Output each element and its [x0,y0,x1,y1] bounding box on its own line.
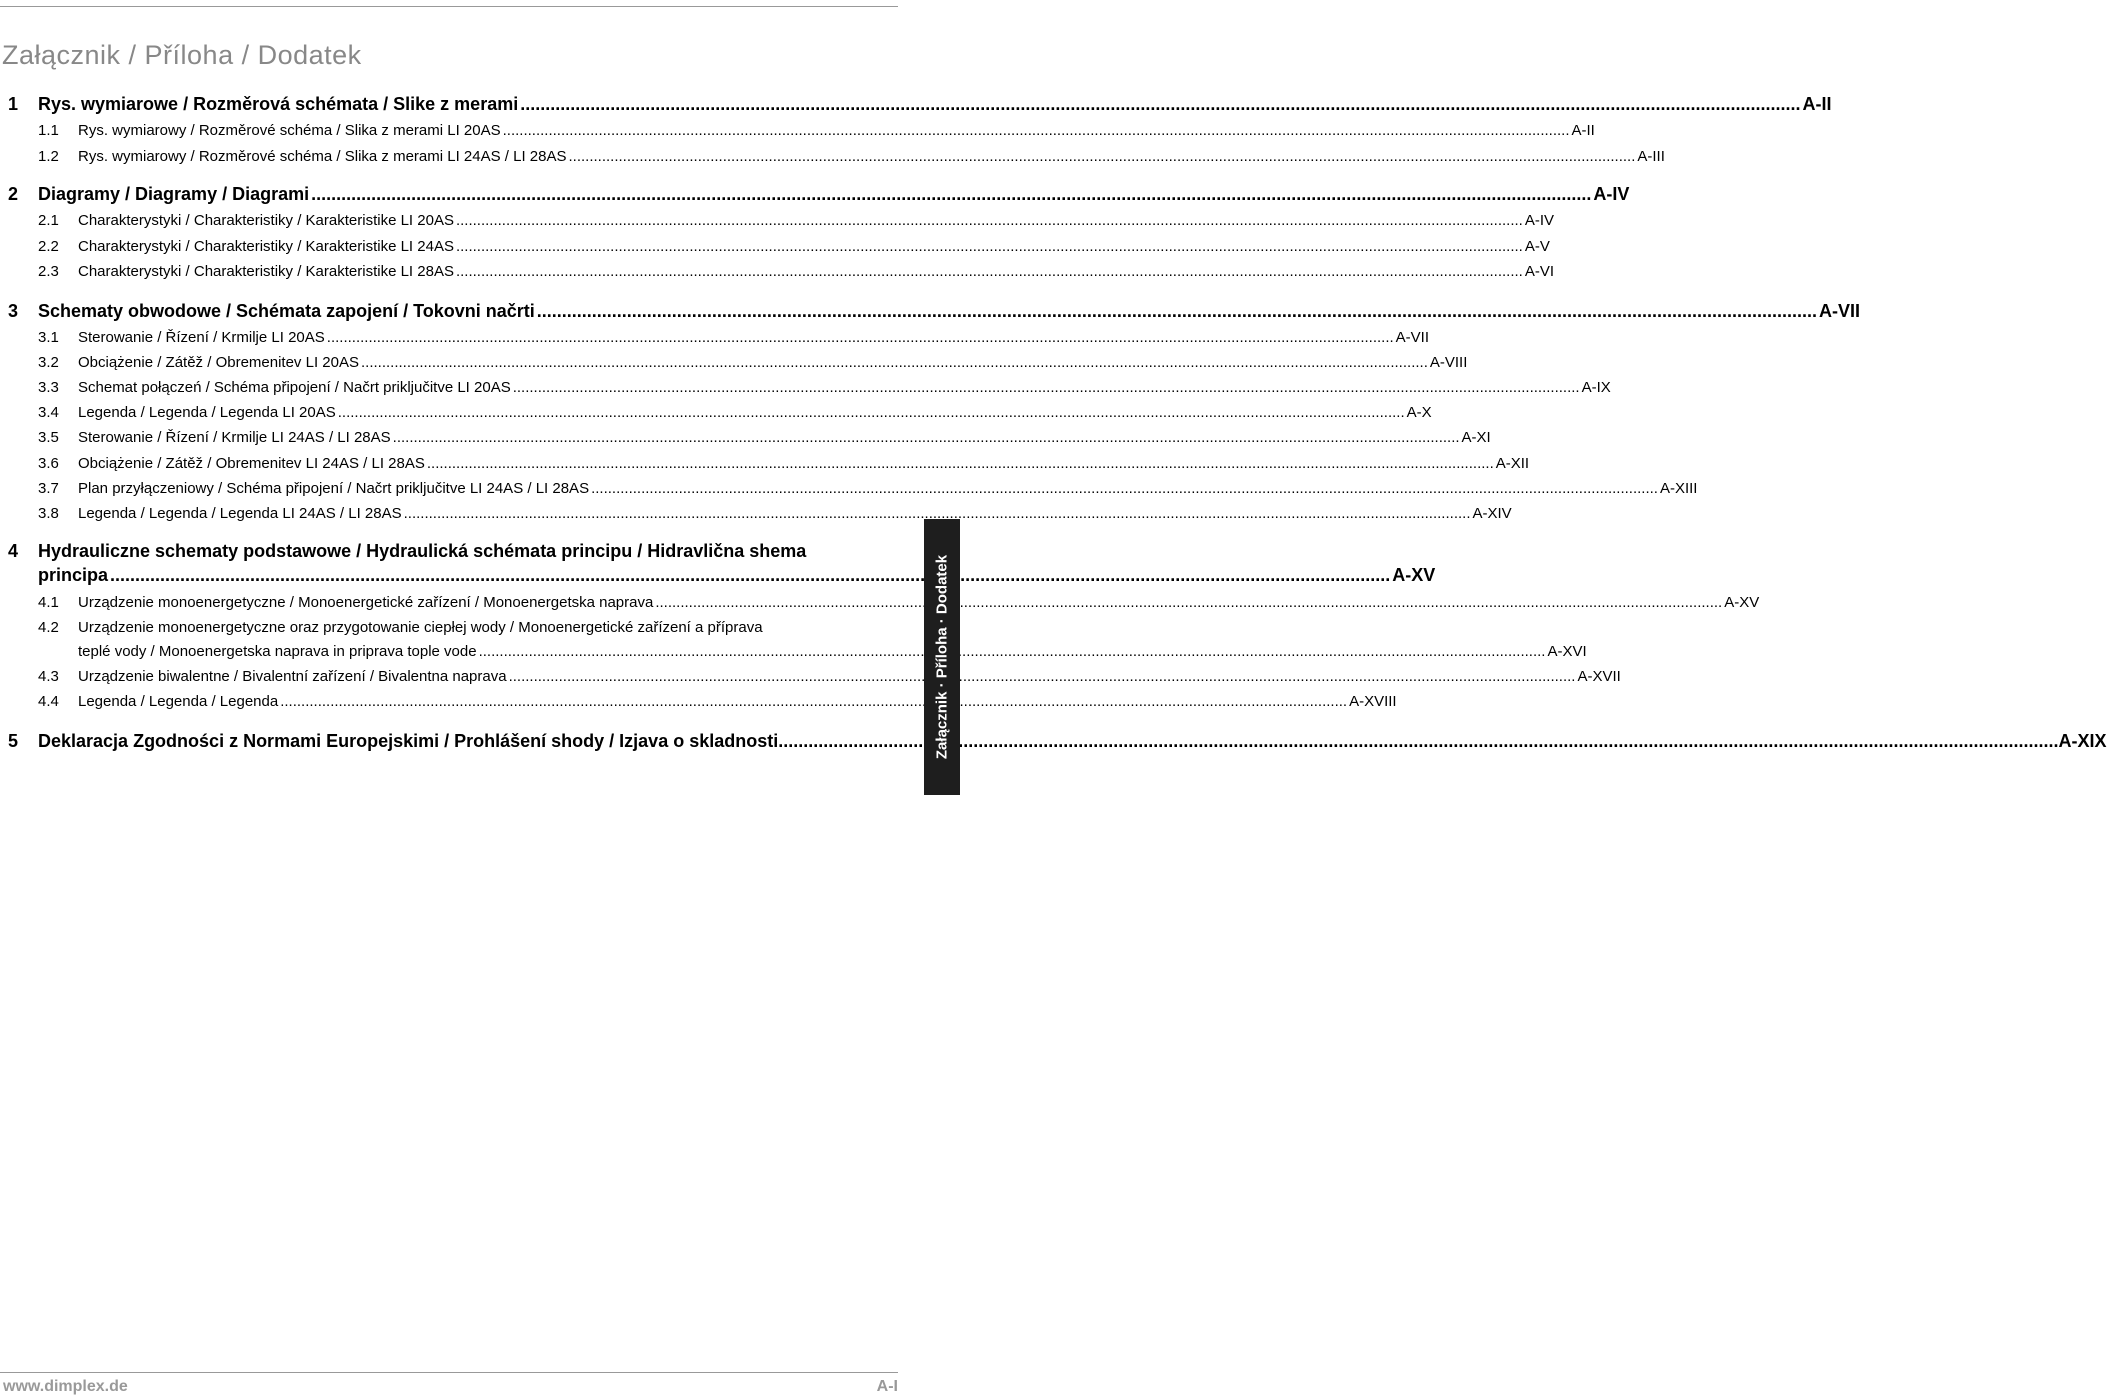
footer-page-number: A-I [876,1378,898,1395]
toc-entry-2-2[interactable]: 2.2 Charakterystyki / Charakteristiky / Karakteristike LI 24AS ..... A-V [0,238,898,255]
toc-entry-4-2-line1[interactable]: 4.2 Urządzenie monoenergetyczne oraz przygotowanie ciepłej wody / Monoenergetické zařízení a příprava [38,619,763,636]
toc-entry-3-5[interactable]: 3.5 Sterowanie / Řízení / Krmilje LI 24AS / LI 28AS ..... A-XI [0,429,898,446]
toc-entry-1-2[interactable]: 1.2 Rys. wymiarowy / Rozměrové schéma / Slika z merami LI 24AS / LI 28AS ..... A-III [0,148,898,165]
toc-entry-4-4[interactable]: 4.4 Legenda / Legenda / Legenda ..... A-XVIII [0,693,898,710]
toc-entry-3-2[interactable]: 3.2 Obciążenie / Zátěž / Obremenitev LI 20AS ..... A-VIII [0,354,898,371]
toc-entry-4-1[interactable]: 4.1 Urządzenie monoenergetyczne / Monoenergetické zařízení / Monoenergetska naprava ..... A-XV [0,594,898,611]
toc-entry-1[interactable]: 1 Rys. wymiarowe / Rozměrová schémata / Slike z merami ..... A-II [0,94,898,115]
page-title: Załącznik / Příloha / Dodatek [2,40,362,70]
toc-entry-4-2-line2[interactable]: teplé vody / Monoenergetska naprava in priprava tople vode ..... A-XVI [78,643,898,660]
toc-entry-4-3[interactable]: 4.3 Urządzenie biwalentne / Bivalentní zařízení / Bivalentna naprava ..... A-XVII [0,668,898,685]
toc-entry-4-line1[interactable]: 4 Hydrauliczne schematy podstawowe / Hydraulická schémata principu / Hidravlična shema [8,541,807,561]
side-tab-label: Załącznik · Příloha · Dodatek [933,554,951,760]
toc-entry-2-3[interactable]: 2.3 Charakterystyki / Charakteristiky / Karakteristike LI 28AS ..... A-VI [0,263,898,280]
toc-entry-5[interactable]: 5 Deklaracja Zgodności z Normami Europejskimi / Prohlášení shody / Izjava o skladnosti ..... A-XIX [0,731,898,752]
toc-entry-3-1[interactable]: 3.1 Sterowanie / Řízení / Krmilje LI 20AS ..... A-VII [0,329,898,346]
bottom-rule [0,1372,898,1373]
toc-entry-1-1[interactable]: 1.1 Rys. wymiarowy / Rozměrové schéma / Slika z merami LI 20AS ..... A-II [0,122,898,139]
top-rule [0,6,898,7]
toc-entry-3-6[interactable]: 3.6 Obciążenie / Zátěž / Obremenitev LI 24AS / LI 28AS ..... A-XII [0,455,898,472]
toc-entry-4-line2[interactable]: principa ..... A-XV [38,565,898,586]
toc-entry-3-7[interactable]: 3.7 Plan przyłączeniowy / Schéma připojení / Načrt priključitve LI 24AS / LI 28AS ..... A-XIII [0,480,898,497]
side-section-tab [924,519,960,795]
toc-entry-2-1[interactable]: 2.1 Charakterystyki / Charakteristiky / Karakteristike LI 20AS ..... A-IV [0,212,898,229]
toc-entry-3-8[interactable]: 3.8 Legenda / Legenda / Legenda LI 24AS / LI 28AS ..... A-XIV [0,505,898,522]
toc-entry-3[interactable]: 3 Schematy obwodowe / Schémata zapojení / Tokovni načrti ..... A-VII [0,301,898,322]
footer-website[interactable]: www.dimplex.de [3,1378,128,1395]
toc-entry-2[interactable]: 2 Diagramy / Diagramy / Diagrami ..... A-IV [0,184,898,205]
toc-entry-3-4[interactable]: 3.4 Legenda / Legenda / Legenda LI 20AS ..... A-X [0,404,898,421]
toc-entry-3-3[interactable]: 3.3 Schemat połączeń / Schéma připojení / Načrt priključitve LI 20AS ..... A-IX [0,379,898,396]
